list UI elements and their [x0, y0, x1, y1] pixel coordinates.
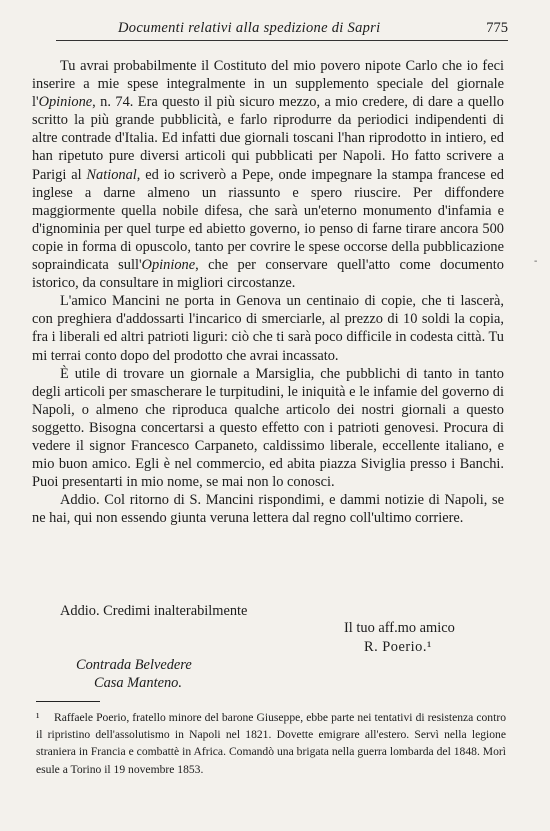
- text-run: L'amico Mancini ne porta in Genova un centinaio di copie, che ti lascerà, con preghiera d'addossarti l'incarico di smerciarle, al prezzo di 10 soldi la copia, fra i liberali ed altri patrioti liguri: ciò che ti sarà poco difficile in codesta città. Tu mi terrai conto dopo del prodotto che avrai incassato.: [32, 293, 504, 364]
- text-run: Addio. Col ritorno di S. Mancini rispondimi, e dammi notizie di Napoli, se ne hai, qui non essendo giunta veruna lettera dal regno coll'ultimo corriere.: [32, 492, 504, 527]
- closing-line: Addio. Credimi inalterabilmente: [60, 603, 248, 619]
- address-line: Casa Manteno.: [94, 675, 182, 691]
- newspaper-title: National: [86, 166, 137, 183]
- address-line: Contrada Belvedere: [76, 657, 192, 673]
- paragraph-4: [32, 491, 504, 527]
- margin-mark: -: [534, 256, 538, 267]
- paragraph-1: [32, 57, 504, 292]
- paragraph-2: [32, 292, 504, 364]
- text-run: Tu avrai probabilmente il Costituto del mio povero nipote Carlo che io feci inserire a mie spese integralmente in un supplemento speciale del giornale l': [32, 58, 504, 111]
- signature-salutation: Il tuo aff.mo amico: [344, 620, 455, 636]
- footnote: [36, 709, 506, 778]
- text-run: , n. 74. Era questo il più sicuro mezzo, a mio credere, di dare a quello scritto la più grande pubblicità, e farlo riprodurre da periodici indipendenti di altre contrade d'Italia. Ed infatti due giornali toscani l'han riprodotto in intiero, ed han ripetuto pure diversi articoli qui pubblicati per Napoli. Ho fatto scrivere a Parigi al: [32, 94, 504, 183]
- page-header: [56, 18, 508, 41]
- signature-name: R. Poerio.¹: [364, 639, 432, 655]
- footnote-rule: [36, 701, 100, 702]
- address-block: [76, 656, 192, 692]
- newspaper-title: Opinione: [38, 94, 93, 111]
- text-run: , che per conservare quell'atto come documento istorico, da consultare in migliori circostanze.: [32, 257, 505, 292]
- letter-body: [32, 57, 504, 527]
- running-title: Documenti relativi alla spedizione di Sapri: [118, 20, 381, 36]
- paragraph-3: [32, 365, 504, 492]
- newspaper-title: Opinione: [141, 257, 196, 274]
- footnote-marker: ¹: [36, 711, 40, 724]
- page-number: 775: [486, 20, 508, 36]
- text-run: , ed io scriverò a Pepe, onde impegnare la stampa francese ed inglese a darne almeno un riassunto e spero riuscire. Per diffondere maggiormente quella nobile difesa, che sarà un'eterno monumento d'infamia e d'ignominia per quel turpe ed abietto governo, io penso di farne tirare ancora 500 copie in forma di opuscolo, tanto per covrire le spese occorse della pubblicazione sopraindicata sull': [32, 166, 504, 274]
- footnote-text: Raffaele Poerio, fratello minore del barone Giuseppe, ebbe parte nei tentativi di resistenza contro il ripristino dell'assolutismo in Napoli nel 1821. Dovette emigrare all'estero. Servì nella legione straniera in Francia e combattè in Africa. Comandò una brigata nella guerra lombarda del 1848. Morì esule a Torino il 19 novembre 1853.: [36, 711, 506, 776]
- text-run: È utile di trovare un giornale a Marsiglia, che pubblichi di tanto in tanto degli articoli per smascherare le turpitudini, le iniquità e le infamie del governo di Napoli, o almeno che riproduca qualche articolo dei nostri giornali a questo soggetto. Bisogna concertarsi a questo effetto con i patrioti genovesi. Procura di vedere il signor Francesco Carpaneto, caldissimo liberale, eccellente italiano, e mio buon amico. Egli è nel commercio, ed abita piazza Siviglia presso i Banchi. Puoi presentarti in mio nome, se mai non lo conosci.: [32, 365, 504, 491]
